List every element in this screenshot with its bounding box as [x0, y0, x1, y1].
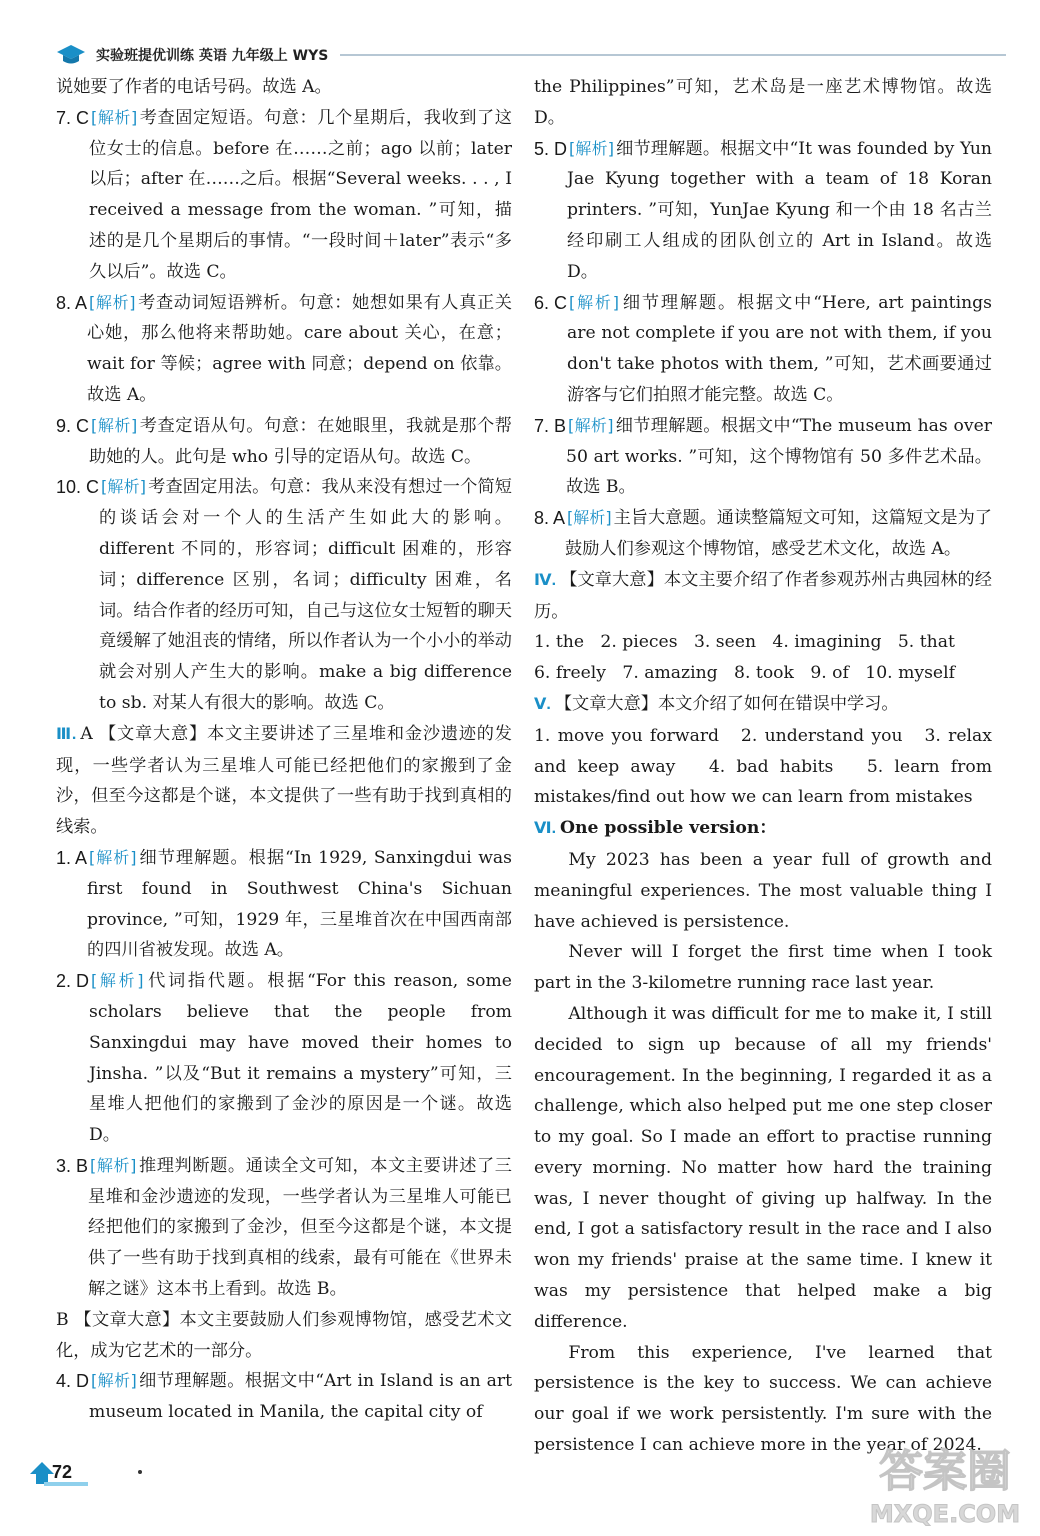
- answer-number: 6. C: [534, 292, 568, 313]
- answer-item: [534, 503, 992, 565]
- analysis-tag: [解析]: [91, 415, 138, 435]
- section-4-answers-1: 1. the 2. pieces 3. seen 4. imagining 5. that: [534, 632, 955, 653]
- analysis-tag: [解析]: [568, 415, 614, 435]
- site-watermark: [860, 1438, 1030, 1528]
- answer-item: [56, 1151, 512, 1305]
- section-numeral: Ⅲ.: [56, 725, 77, 743]
- answer-number: 4. D: [56, 1371, 90, 1392]
- section-4-summary: Ⅳ. 【文章大意】本文主要介绍了作者参观苏州古典园林的经历。: [534, 569, 992, 622]
- answer-number: 8. A: [534, 508, 566, 529]
- page-number: 72: [52, 1461, 73, 1482]
- answer-text: 主旨大意题。通读整篇短文可知，这篇短文是为了鼓励人们参观这个博物馆，感受艺术文化，故选 A。: [565, 508, 992, 559]
- answer-item: [56, 966, 512, 1151]
- section-4-answers-2: 6. freely 7. amazing 8. took 9. of 10. myself: [534, 663, 955, 684]
- version-label: One possible version：: [560, 818, 777, 839]
- analysis-tag: [解析]: [101, 477, 146, 497]
- answer-item: [56, 1366, 512, 1428]
- watermark-url: MXQE.COM: [869, 1500, 1021, 1528]
- footer-dot: [138, 1470, 142, 1474]
- analysis-tag: [解析]: [567, 508, 612, 528]
- section-3-summary: Ⅲ. A 【文章大意】本文主要讲述了三星堆和金沙遗迹的发现，一些学者认为三星堆人可能已经把他们的家搬到了金沙，但至今这都是个谜，本文提供了一些有助于找到真相的线索。: [56, 723, 512, 838]
- essay-paragraph: From this experience, I've learned that persistence is the key to success. We can achieve our goal if we work persistently. I'm sure with the persistence I can achieve more in the year of 2024.: [534, 1342, 992, 1456]
- page-header: [56, 40, 1006, 70]
- section-6-heading: [534, 813, 992, 845]
- left-intro: 说她要了作者的电话号码。故选 A。: [56, 77, 332, 97]
- answer-text: 细节理解题。根据文中“It was founded by Yun Jae Kyung together with a team of 18 Koran printers. ”可知，YunJae Kyung 和一个由 18 名古兰经印刷工人组成的团队创立的 Art in Island。故选 D。: [567, 138, 992, 282]
- section-b-summary: B 【文章大意】本文主要鼓励人们参观博物馆，感受艺术文化，成为它艺术的一部分。: [56, 1309, 512, 1361]
- answer-item: [56, 472, 512, 718]
- answer-text: 代词指代题。根据“For this reason, some scholars believe that the people from Sanxingdui may have moved their homes to Jinsha. ”以及“But it remains a mystery”可知，三星堆人把他们的家搬到了金沙的原因是一个谜。故选 D。: [89, 971, 512, 1146]
- graduation-cap-icon: [56, 41, 86, 69]
- answer-item: [534, 288, 992, 411]
- answer-number: 7. B: [534, 415, 567, 436]
- answer-text: 推理判断题。通读全文可知，本文主要讲述了三星堆和金沙遗迹的发现，一些学者认为三星堆人可能已经把他们的家搬到了金沙，但至今这都是个谜，本文提供了一些有助于找到真相的线索，最有可能在《世界未解之谜》这本书上看到。故选 B。: [88, 1155, 512, 1300]
- answer-number: 8. A: [56, 292, 88, 313]
- analysis-tag: [解析]: [91, 1371, 137, 1391]
- header-rule: [340, 54, 1006, 56]
- answer-text: 细节理解题。根据文中“Here, art paintings are not complete if you are not with them, if you don't take photos with them, ”可知，艺术画要通过游客与它们拍照才能完整。故选 C。: [567, 292, 992, 405]
- analysis-tag: [解析]: [569, 292, 620, 312]
- answer-item: [56, 288, 512, 411]
- answer-text: 考查定语从句。句意：在她眼里，我就是那个帮助她的人。此句是 who 引导的定语从句。故选 C。: [89, 415, 512, 467]
- page-number-badge: [30, 1456, 88, 1488]
- section-5-answers: 1. move you forward 2. understand you 3. relax and keep away 4. bad habits 5. learn from mistakes/find out how we can learn from mistakes: [534, 725, 998, 808]
- essay-paragraph: My 2023 has been a year full of growth and meaningful experiences. The most valuable thing I have achieved is persistence.: [534, 849, 992, 932]
- answer-number: 3. B: [56, 1155, 89, 1176]
- analysis-tag: [解析]: [89, 292, 136, 312]
- essay-paragraph: Never will I forget the first time when I took part in the 3-kilometre running race last year.: [534, 942, 992, 994]
- answer-number: 10. C: [56, 477, 100, 498]
- analysis-tag: [解析]: [90, 1155, 137, 1175]
- answer-number: 9. C: [56, 415, 90, 436]
- section-5-summary: Ⅴ. 【文章大意】本文介绍了如何在错误中学习。: [534, 693, 899, 714]
- answer-number: 1. A: [56, 847, 88, 868]
- left-column: [56, 72, 512, 1428]
- answer-item: [534, 134, 992, 288]
- answer-number: 5. D: [534, 138, 568, 159]
- answer-item: [534, 411, 992, 503]
- right-column: [534, 72, 998, 1461]
- section-numeral: Ⅵ.: [534, 820, 557, 838]
- answer-text: 细节理解题。根据文中“Art in Island is an art museum located in Manila, the capital city of: [89, 1371, 512, 1423]
- answer-text: 考查固定用法。句意：我从来没有想过一个简短的谈话会对一个人的生活产生如此大的影响。different 不同的，形容词；difficult 困难的，形容词；difference 区别，名词；difficulty 困难，名词。结合作者的经历可知，自己与这位女士短暂的聊天竟缓解了她沮丧的情绪，所以作者认为一个小小的举动就会对别人产生大的影响。make a big difference to sb. 对某人有很大的影响。故选 C。: [99, 477, 512, 713]
- section-numeral: Ⅴ.: [534, 695, 551, 713]
- answer-text: 考查固定短语。句意：几个星期后，我收到了这位女士的信息。before 在……之前；ago 以前；later 以后；after 在……之后。根据“Several weeks. . . , I received a message from the woman. ”可知，描述的是几个星期后的事情。“一段时间＋later”表示“多久以后”。故选 C。: [89, 107, 512, 282]
- right-continuation: the Philippines”可知，艺术岛是一座艺术博物馆。故选 D。: [534, 77, 992, 128]
- essay-paragraph: Although it was difficult for me to make it, I still decided to sign up because of all my friends' encouragement. In the beginning, I regarded it as a challenge, which also helped put me one step closer to my goal. So I made an effort to practise running every morning. No matter how hard the training was, I never thought of giving up halfway. In the end, I got a satisfactory result in the race and I also won my friends' praise at the same time. I knew it was my persistence that helped make a big difference.: [534, 1003, 992, 1332]
- analysis-tag: [解析]: [89, 847, 137, 867]
- analysis-tag: [解析]: [91, 107, 138, 127]
- answer-item: [56, 411, 512, 473]
- watermark-text: 答案圈: [879, 1446, 1011, 1497]
- answer-text: 细节理解题。根据文中“The museum has over 50 art works. ”可知，这个博物馆有 50 多件艺术品。故选 B。: [566, 415, 992, 498]
- answer-number: 2. D: [56, 971, 90, 992]
- section-numeral: Ⅳ.: [534, 571, 557, 589]
- answer-text: 细节理解题。根据“In 1929, Sanxingdui was first found in Southwest China's Sichuan province, ”可知，1929 年，三星堆首次在中国西南部的四川省被发现。故选 A。: [87, 847, 512, 961]
- answer-text: 考查动词短语辨析。句意：她想如果有人真正关心她，那么他将来帮助她。care about 关心，在意；wait for 等候；agree with 同意；depend on 依靠。故选 A。: [87, 292, 512, 405]
- answer-item: [56, 843, 512, 966]
- answer-number: 7. C: [56, 107, 90, 128]
- answer-item: [56, 103, 512, 288]
- analysis-tag: [解析]: [569, 138, 614, 158]
- book-title: 实验班提优训练 英语 九年级上 WYS: [96, 48, 329, 64]
- analysis-tag: [解析]: [91, 971, 144, 991]
